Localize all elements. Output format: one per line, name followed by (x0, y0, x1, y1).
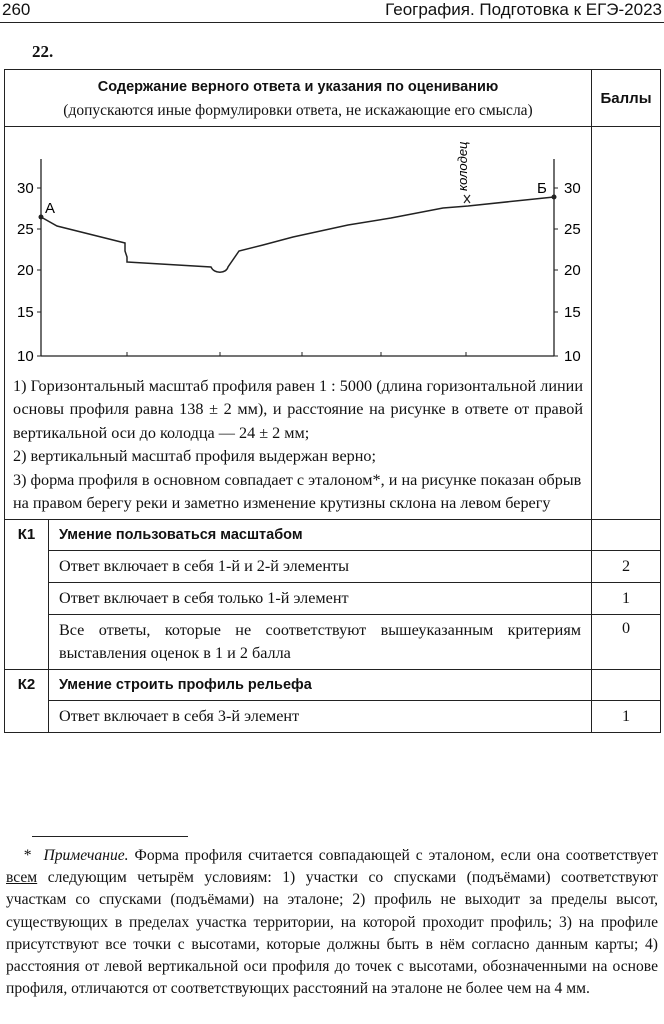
answer-item-1: 1) Горизонтальный масштаб профиля равен 1 : 5000 (длина горизонтальной линии основы профиля равна 138 ± 2 мм), и расстояние на рисунке в ответе от правой вертикальной оси до колодца — 24 ± 2 мм; (13, 377, 584, 442)
page-number: 260 (2, 0, 31, 19)
y-tick-right-15: 15 (564, 304, 581, 321)
criteria-table (4, 69, 661, 733)
criterion-title-k1: Умение пользоваться масштабом (49, 520, 592, 551)
k2-row-1-points: 1 (592, 701, 661, 733)
footnote-text-after: следующим четырём условиям: 1) участки со спусками (подъёмами) соответствуют участкам со спусками (подъёмами) на эталоне; 2) профиль не выходит за пределы высот, существующих в пределах участка территории, на которой проходит профиль; 3) на профиле присутствуют все точки с высотами, которые должны быть в нём согласно данным карты; 4) расстояния от левой вертикальной оси профиля до точек с высотами, обозначенными на основе профиля, отличаются от соответствующих расстояний на эталоне не более чем на 4 мм. (6, 869, 658, 998)
k2-row-1-text: Ответ включает в себя 3-й элемент (49, 701, 592, 733)
criterion-code-k1: К1 (5, 520, 49, 670)
well-icon (464, 195, 470, 203)
footnote-text-before: Форма профиля считается совпадающей с эталоном, если она соответствует (134, 847, 659, 864)
k1-row-2-points: 1 (592, 583, 661, 615)
footnote-marker: * (23, 847, 32, 864)
footnote (6, 845, 658, 1000)
y-tick-left-10: 10 (17, 348, 34, 365)
content-header-note: (допускаются иные формулировки ответа, не искажающие его смысла) (63, 101, 533, 119)
page-header (0, 0, 664, 23)
y-tick-left-20: 20 (17, 262, 34, 279)
k1-row-1-text: Ответ включает в себя 1-й и 2-й элементы (49, 551, 592, 583)
y-tick-right-20: 20 (564, 262, 581, 279)
points-empty-cell (592, 127, 661, 520)
task-number: 22. (32, 42, 54, 61)
point-a-label: А (45, 200, 56, 217)
y-tick-right-30: 30 (564, 180, 581, 197)
criterion-code-k2: К2 (5, 670, 49, 733)
y-tick-right-25: 25 (564, 221, 581, 238)
well-label: колодец (455, 141, 470, 191)
footnote-underlined-word: всем (6, 869, 38, 887)
k1-row-1-points: 2 (592, 551, 661, 583)
k1-row-3-text: Все ответы, которые не соответствуют вышеуказанным критериям выставления оценок в 1 и 2 балла (49, 615, 592, 670)
y-tick-right-10: 10 (564, 348, 581, 365)
content-header-title: Содержание верного ответа и указания по оцениванию (97, 78, 499, 95)
answer-item-3: 3) форма профиля в основном совпадает с эталоном*, и на рисунке показан обрыв на правом берегу реки и заметно изменение крутизны склона на левом берегу (13, 470, 582, 513)
criterion-title-k2-points (592, 670, 661, 701)
footnote-label: Примечание. (43, 847, 129, 864)
k1-row-3-points: 0 (592, 615, 661, 670)
point-b-marker (552, 195, 557, 200)
content-header (5, 70, 592, 127)
point-a-marker (39, 215, 44, 220)
points-header: Баллы (592, 70, 661, 127)
k1-row-2-text: Ответ включает в себя только 1-й элемент (49, 583, 592, 615)
criterion-title-k2: Умение строить профиль рельефа (49, 670, 592, 701)
answer-cell (5, 127, 592, 520)
book-title: География. Подготовка к ЕГЭ-2023 (385, 0, 662, 19)
criterion-title-k1-points (592, 520, 661, 551)
y-tick-left-25: 25 (17, 221, 34, 238)
y-tick-left-30: 30 (17, 180, 34, 197)
left-axis (37, 159, 41, 356)
profile-line (41, 197, 554, 272)
footnote-divider (32, 836, 188, 837)
y-tick-left-15: 15 (17, 304, 34, 321)
answer-item-2: 2) вертикальный масштаб профиля выдержан верно; (13, 447, 377, 466)
right-axis (554, 159, 558, 356)
point-b-label: Б (537, 180, 547, 197)
relief-profile-chart (13, 127, 639, 375)
